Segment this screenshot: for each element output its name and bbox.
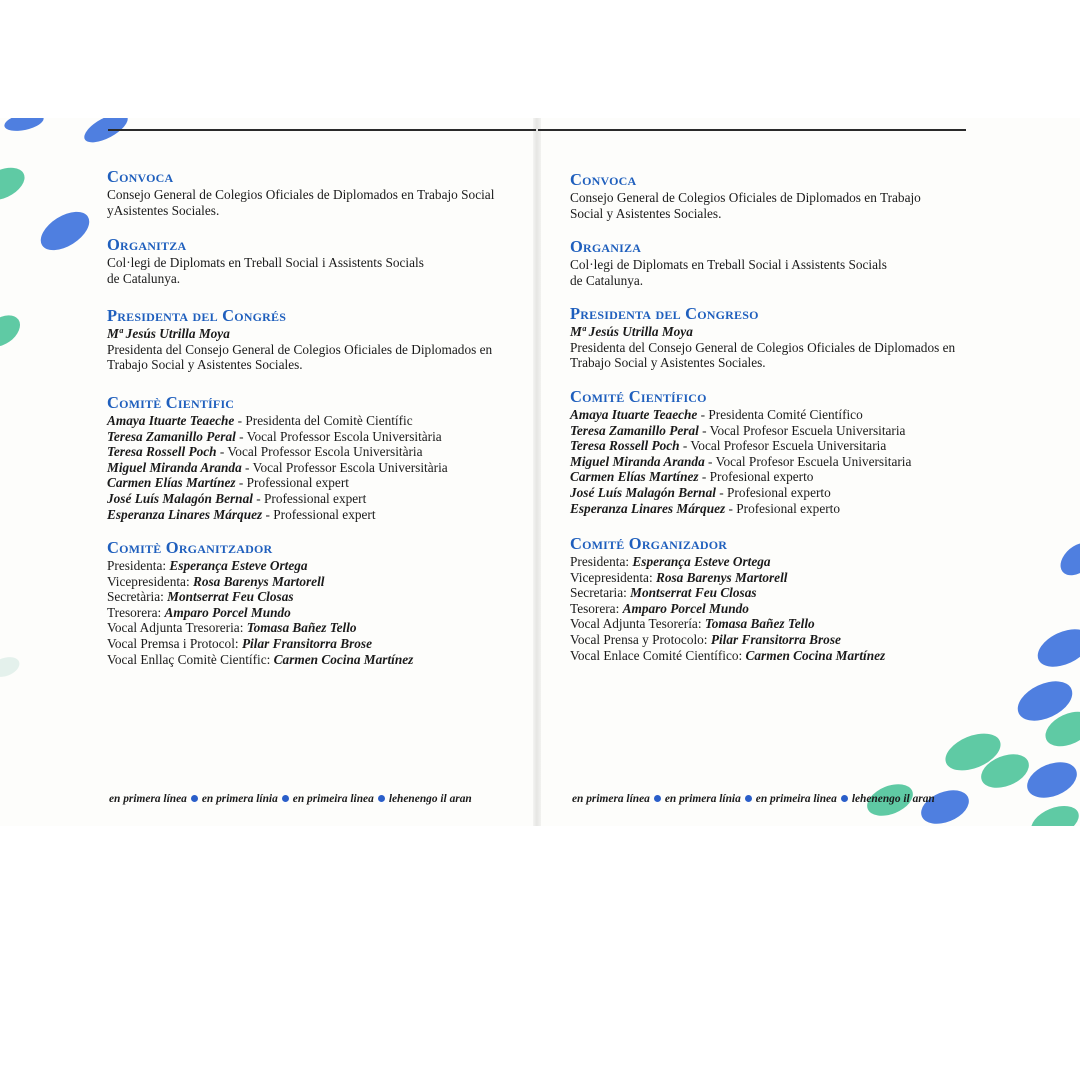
member-line	[570, 585, 985, 601]
member-name: Tomasa Bañez Tello	[704, 616, 815, 632]
convoca-section	[107, 168, 527, 218]
bullet-dot-icon	[191, 795, 198, 802]
scientific-committee-section	[107, 394, 527, 522]
decorative-blue-oval	[34, 204, 96, 258]
section-heading: Presidenta del Congrés	[107, 306, 287, 325]
member-line	[107, 475, 527, 491]
member-line	[107, 620, 527, 636]
organizing-committee-section	[570, 535, 985, 663]
member-role: - Vocal Professor Escola Universitària	[216, 444, 423, 460]
president-name: Mª Jesús Utrilla Moya	[107, 326, 230, 341]
section-heading: Organitza	[107, 235, 187, 254]
bullet-dot-icon	[745, 795, 752, 802]
body-line: Col·legi de Diplomats en Treball Social i Assistents Socials	[570, 257, 887, 272]
footer-item: en primeira linea	[755, 793, 837, 805]
member-role: - Vocal Profesor Escuela Universitaria	[679, 438, 887, 454]
member-name: Esperança Esteve Ortega	[632, 554, 771, 569]
member-name: Esperanza Linares Márquez	[107, 506, 263, 522]
body-line: Presidenta del Consejo General de Colegios Oficiales de Diplomados en	[570, 339, 956, 355]
footer-item: en primera línia	[201, 793, 278, 805]
member-name: Carmen Elías Martínez	[570, 469, 699, 485]
body-line: Social y Asistentes Sociales.	[570, 205, 722, 221]
decorative-teal-oval	[1027, 800, 1080, 826]
member-role: - Professional expert	[235, 475, 349, 491]
member-role: - Presidenta Comité Científico	[697, 407, 863, 422]
member-line	[570, 423, 985, 439]
member-line	[570, 438, 985, 454]
bullet-dot-icon	[378, 795, 385, 802]
decorative-blue-oval	[3, 118, 45, 134]
footer-tagline-right	[572, 793, 935, 805]
member-role: Vocal Enlace Comité Científico:	[570, 647, 746, 663]
body-line: Trabajo Social y Asistentes Sociales.	[107, 357, 303, 373]
member-role: Vocal Adjunta Tesorería:	[570, 616, 705, 632]
member-line	[107, 589, 527, 605]
bullet-dot-icon	[282, 795, 289, 802]
member-role: Tesorera:	[570, 600, 623, 616]
member-role: Vocal Adjunta Tresoreria:	[107, 620, 247, 636]
member-line	[570, 485, 985, 501]
member-line	[570, 469, 985, 485]
bullet-dot-icon	[654, 795, 661, 802]
member-line	[570, 648, 985, 664]
member-line	[570, 632, 985, 648]
member-role: Vocal Enllaç Comitè Científic:	[107, 651, 274, 667]
top-rule-right	[538, 129, 966, 131]
member-role: - Profesional experto	[698, 469, 814, 485]
member-line	[107, 507, 527, 523]
member-role: - Vocal Profesor Escuela Universitaria	[704, 453, 912, 469]
member-name: Amaya Ituarte Teaeche	[107, 413, 235, 428]
decorative-teal-oval	[0, 161, 30, 207]
member-line	[107, 558, 527, 574]
footer-item: en primera línea	[572, 793, 650, 805]
section-heading: Presidenta del Congreso	[570, 304, 759, 323]
decorative-pale-oval	[0, 653, 22, 680]
top-rule-left	[108, 129, 536, 131]
member-role: - Professional expert	[262, 506, 376, 522]
member-name: Miguel Miranda Aranda	[107, 459, 242, 475]
bullet-dot-icon	[841, 795, 848, 802]
member-name: Pilar Fransitorra Brose	[241, 635, 372, 651]
decorative-teal-oval	[0, 309, 26, 353]
section-heading: Comité Científico	[570, 387, 707, 406]
member-name: José Luís Malagón Bernal	[570, 484, 716, 500]
member-role: - Professional expert	[252, 490, 367, 506]
member-role: Vicepresidenta:	[570, 569, 656, 585]
body-line: Trabajo Social y Asistentes Sociales.	[570, 355, 766, 371]
president-name: Mª Jesús Utrilla Moya	[570, 324, 693, 339]
organizing-committee-section	[107, 539, 527, 667]
footer-item: en primera línea	[109, 793, 187, 805]
section-heading: Organiza	[570, 237, 642, 256]
member-role: - Presidenta del Comitè Científic	[234, 413, 413, 428]
member-name: Esperanza Linares Márquez	[570, 500, 726, 516]
section-heading: Comitè Científic	[107, 393, 235, 412]
member-line	[107, 574, 527, 590]
section-heading: Comité Organizador	[570, 534, 728, 553]
member-name: Teresa Zamanillo Peral	[107, 428, 236, 444]
organiza-section	[107, 236, 527, 286]
member-name: Montserrat Feu Closas	[167, 589, 294, 605]
member-line	[570, 601, 985, 617]
member-line	[107, 605, 527, 621]
scientific-committee-section	[570, 388, 985, 516]
body-line: Consejo General de Colegios Oficiales de Diplomados en Trabajo Social	[107, 187, 495, 202]
member-role: - Profesional experto	[715, 484, 831, 500]
member-name: Teresa Zamanillo Peral	[570, 422, 699, 438]
footer-item: en primeira linea	[292, 793, 374, 805]
body-line: yAsistentes Sociales.	[107, 202, 220, 218]
member-name: Tomasa Bañez Tello	[246, 620, 357, 636]
member-role: Secretària:	[107, 589, 168, 605]
member-name: Esperança Esteve Ortega	[169, 558, 308, 573]
member-name: Miguel Miranda Aranda	[570, 453, 705, 469]
member-name: Rosa Barenys Martorell	[655, 569, 788, 585]
member-name: Teresa Rossell Poch	[570, 438, 680, 454]
member-name: José Luís Malagón Bernal	[107, 490, 253, 506]
body-line: Col·legi de Diplomats en Treball Social i Assistents Socials	[107, 255, 424, 270]
member-role: - Vocal Professor Escola Universitària	[241, 459, 448, 475]
section-heading: Convoca	[570, 170, 637, 189]
member-name: Carmen Elías Martínez	[107, 475, 236, 491]
member-line	[107, 429, 527, 445]
body-line: de Catalunya.	[570, 272, 644, 288]
presidenta-section	[107, 307, 527, 373]
member-line	[107, 636, 527, 652]
member-role: Presidenta:	[107, 558, 170, 573]
footer-item: lehenengo il aran	[851, 793, 935, 805]
member-role: - Vocal Profesor Escuela Universitaria	[698, 422, 906, 438]
decorative-blue-oval	[1032, 622, 1080, 675]
member-name: Montserrat Feu Closas	[630, 585, 757, 601]
body-line: de Catalunya.	[107, 270, 181, 286]
member-line	[107, 491, 527, 507]
member-line	[570, 501, 985, 517]
member-name: Carmen Cocina Martínez	[273, 651, 414, 667]
member-line	[107, 652, 527, 668]
presidenta-section	[570, 305, 985, 371]
convoca-section	[570, 171, 985, 221]
member-line	[570, 407, 985, 423]
member-role: Secretaria:	[570, 585, 631, 601]
section-heading: Comitè Organitzador	[107, 538, 273, 557]
member-role: Presidenta:	[570, 554, 633, 569]
member-name: Carmen Cocina Martínez	[745, 647, 886, 663]
member-role: - Vocal Professor Escola Universitària	[235, 428, 442, 444]
book-gutter	[533, 118, 541, 826]
member-role: Vocal Premsa i Protocol:	[107, 635, 242, 651]
member-name: Rosa Barenys Martorell	[192, 573, 325, 589]
member-line	[570, 570, 985, 586]
member-line	[570, 616, 985, 632]
member-line	[107, 444, 527, 460]
member-name: Amaya Ituarte Teaeche	[570, 407, 698, 422]
member-role: Tresorera:	[107, 604, 165, 620]
section-heading: Convoca	[107, 167, 174, 186]
decorative-blue-oval	[1054, 536, 1080, 582]
body-line: Consejo General de Colegios Oficiales de Diplomados en Trabajo	[570, 190, 921, 205]
member-role: Vicepresidenta:	[107, 573, 193, 589]
member-line	[570, 554, 985, 570]
member-role: Vocal Prensa y Protocolo:	[570, 631, 711, 647]
member-line	[107, 413, 527, 429]
footer-item: lehenengo il aran	[388, 793, 472, 805]
member-name: Amparo Porcel Mundo	[164, 604, 291, 620]
member-role: - Profesional experto	[725, 500, 841, 516]
organiza-section	[570, 238, 985, 288]
decorative-blue-oval	[1022, 755, 1080, 804]
member-name: Pilar Fransitorra Brose	[710, 631, 841, 647]
footer-item: en primera línia	[664, 793, 741, 805]
decorative-blue-oval	[80, 118, 132, 148]
member-line	[570, 454, 985, 470]
member-name: Amparo Porcel Mundo	[622, 600, 749, 616]
booklet-spread	[0, 118, 1080, 826]
footer-tagline-left	[109, 793, 472, 805]
member-line	[107, 460, 527, 476]
body-line: Presidenta del Consejo General de Colegios Oficiales de Diplomados en	[107, 341, 493, 357]
member-name: Teresa Rossell Poch	[107, 444, 217, 460]
